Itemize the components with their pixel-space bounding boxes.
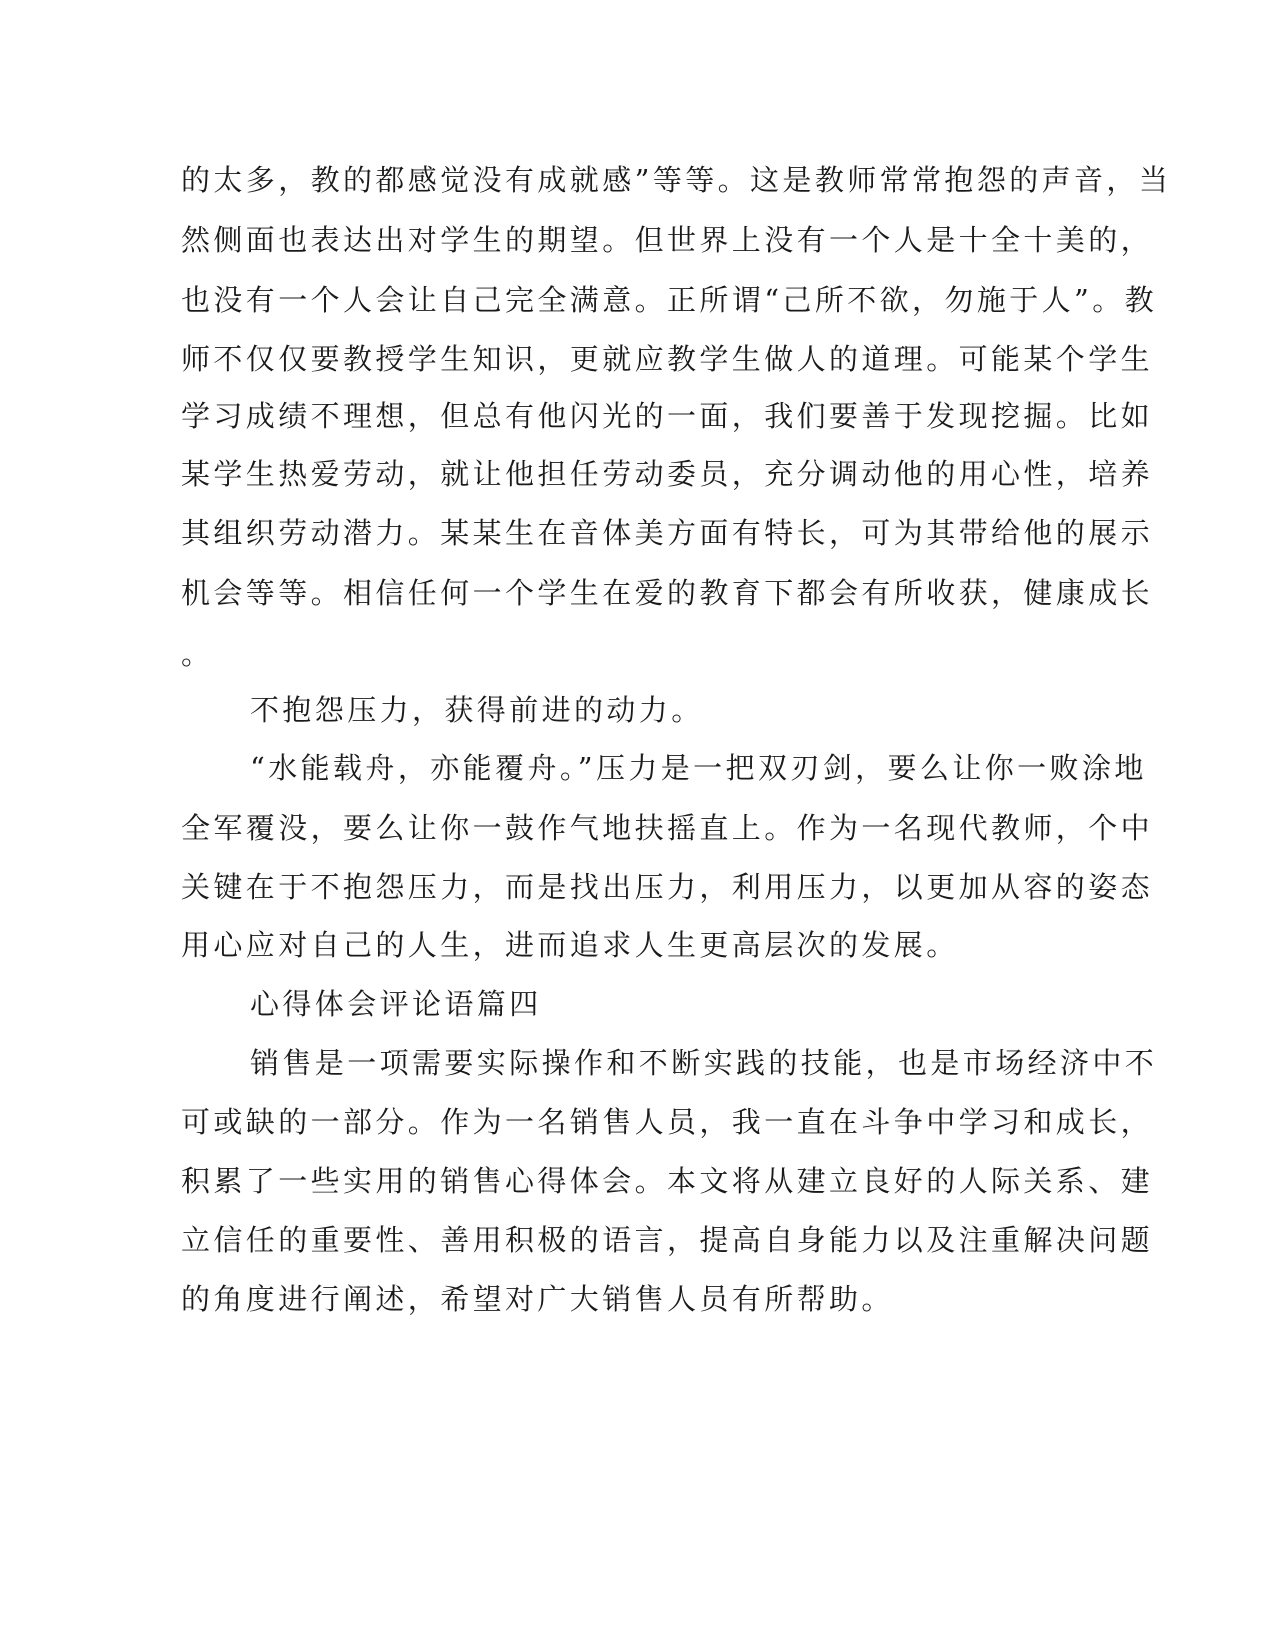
text-line: 全军覆没，要么让你一鼓作气地扶摇直上。作为一名现代教师，个中 [181,811,1154,845]
paragraph-first-line: 销售是一项需要实际操作和不断实践的技能，也是市场经济中不 [250,1046,1158,1080]
section-heading: 不抱怨压力，获得前进的动力。 [250,693,704,727]
text-line: 某学生热爱劳动，就让他担任劳动委员，充分调动他的用心性，培养 [181,457,1154,491]
text-line: 的太多，教的都感觉没有成就感”等等。这是教师常常抱怨的声音，当 [181,163,1172,197]
text-line: 然侧面也表达出对学生的期望。但世界上没有一个人是十全十美的， [181,223,1154,257]
text-line: 机会等等。相信任何一个学生在爱的教育下都会有所收获，健康成长 [181,576,1154,610]
text-line: 立信任的重要性、善用积极的语言，提高自身能力以及注重解决问题 [181,1223,1154,1257]
text-line: 可或缺的一部分。作为一名销售人员，我一直在斗争中学习和成长， [181,1105,1154,1139]
section-title: 心得体会评论语篇四 [250,987,542,1021]
text-line: 学习成绩不理想，但总有他闪光的一面，我们要善于发现挖掘。比如 [181,399,1154,433]
text-line: 师不仅仅要教授学生知识，更就应教学生做人的道理。可能某个学生 [181,342,1154,376]
paragraph-first-line: “水能载舟，亦能覆舟。”压力是一把双刃剑，要么让你一败涂地 [250,751,1147,785]
text-line: 关键在于不抱怨压力，而是找出压力，利用压力，以更加从容的姿态 [181,870,1154,904]
text-line: 的角度进行阐述，希望对广大销售人员有所帮助。 [181,1282,894,1316]
text-line: 也没有一个人会让自己完全满意。正所谓“己所不欲，勿施于人”。教 [181,283,1158,317]
text-line: 用心应对自己的人生，进而追求人生更高层次的发展。 [181,928,959,962]
text-line: 其组织劳动潜力。某某生在音体美方面有特长，可为其带给他的展示 [181,516,1154,550]
text-line: 积累了一些实用的销售心得体会。本文将从建立良好的人际关系、建 [181,1164,1154,1198]
text-line: 。 [181,637,214,671]
